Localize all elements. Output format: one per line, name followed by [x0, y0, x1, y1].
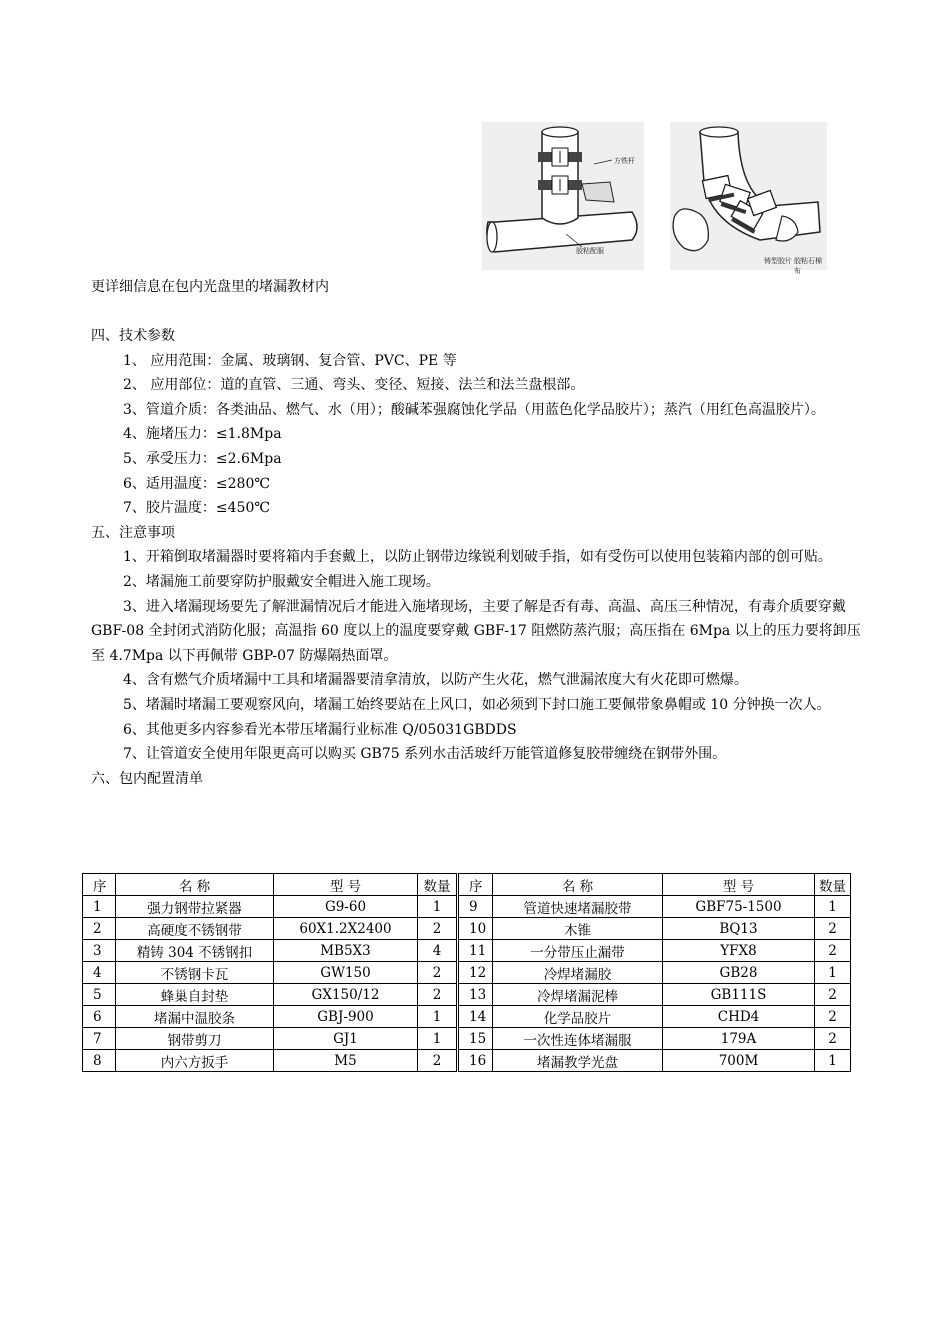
table-cell: 12 — [458, 962, 493, 984]
table-cell: 2 — [815, 984, 851, 1006]
table-cell: 1 — [83, 896, 116, 918]
figure-label: 胶粘石棉布 — [794, 257, 822, 275]
table-cell: BQ13 — [663, 918, 815, 940]
table-cell: 2 — [815, 1028, 851, 1050]
table-cell: 1 — [815, 896, 851, 918]
table-cell: 13 — [458, 984, 493, 1006]
table-row — [83, 1028, 851, 1050]
table-cell: 4 — [418, 940, 458, 962]
table-cell: YFX8 — [663, 940, 815, 962]
table-cell: 10 — [458, 918, 493, 940]
tech-param-item: 6、适用温度：≤280℃ — [123, 475, 271, 492]
table-row — [83, 1050, 851, 1072]
table-cell: 2 — [418, 918, 458, 940]
tech-param-item: 3、管道介质：各类油品、燃气、水（用）；酸碱苯强腐蚀化学品（用蓝色化学品胶片）；蒸汽（用红色高温胶片）。 — [123, 401, 825, 418]
table-row — [83, 1006, 851, 1028]
table-row — [83, 984, 851, 1006]
table-cell: 钢带剪刀 — [116, 1028, 274, 1050]
table-cell: 8 — [83, 1050, 116, 1072]
disc-note: 更详细信息在包内光盘里的堵漏教材内 — [91, 279, 329, 295]
section-heading-tech-params: 四、技术参数 — [91, 328, 175, 344]
column-header: 型 号 — [274, 874, 418, 896]
table-cell: G9-60 — [274, 896, 418, 918]
table-cell: GB111S — [663, 984, 815, 1006]
precaution-item: 5、堵漏时堵漏工要观察风向，堵漏工始终要站在上风口，如必须到下封口施工要佩带象鼻帽或 10 分钟换一次人。 — [123, 696, 831, 713]
table-cell: 700M — [663, 1050, 815, 1072]
column-header: 数量 — [815, 874, 851, 896]
table-cell: 高硬度不锈钢带 — [116, 918, 274, 940]
section-heading-config-list: 六、包内配置清单 — [91, 770, 203, 787]
column-header: 序 — [83, 874, 116, 896]
elbow-wrap-figure — [670, 122, 827, 275]
precaution-item: 6、其他更多内容参看光本带压堵漏行业标准 Q/05031GBDDS — [123, 721, 517, 738]
table-cell: 14 — [458, 1006, 493, 1028]
precaution-item: 3、进入堵漏现场要先了解泄漏情况后才能进入施堵现场，主要了解是否有毒、高温、高压三种情况，有毒介质要穿戴 GBF-08 全封闭式消防化服；高温指 60 度以上的温度要穿戴 GBF-17 阻燃防蒸汽服；高压指在 6Mpa 以上的压力要将卸压至 4.7Mpa 以下再佩带 GBP-07 防爆隔热面罩。 — [91, 598, 861, 664]
column-header: 序 — [458, 874, 493, 896]
table-cell: 1 — [418, 896, 458, 918]
table-cell: 蜂巢自封垫 — [116, 984, 274, 1006]
table-cell: 6 — [83, 1006, 116, 1028]
table-cell: 化学品胶片 — [493, 1006, 663, 1028]
figure-label: 方铁杆 — [614, 157, 635, 165]
column-header: 名 称 — [116, 874, 274, 896]
table-cell: 3 — [83, 940, 116, 962]
table-cell: 1 — [418, 1028, 458, 1050]
table-cell: 木锥 — [493, 918, 663, 940]
table-cell: GX150/12 — [274, 984, 418, 1006]
table-cell: 一次性连体堵漏服 — [493, 1028, 663, 1050]
tech-param-item: 7、胶片温度：≤450℃ — [123, 500, 271, 517]
table-cell: 16 — [458, 1050, 493, 1072]
table-cell: 2 — [83, 918, 116, 940]
column-header: 数量 — [418, 874, 458, 896]
table-cell: 2 — [418, 1050, 458, 1072]
table-cell: GBF75-1500 — [663, 896, 815, 918]
table-cell: 7 — [83, 1028, 116, 1050]
table-cell: 15 — [458, 1028, 493, 1050]
figure-label: 铸型胶片 — [764, 257, 792, 265]
tech-param-item: 2、 应用部位：道的直管、三通、弯头、变径、短接、法兰和法兰盘根部。 — [123, 377, 585, 394]
table-cell: 1 — [418, 1006, 458, 1028]
table-header-row — [83, 874, 851, 896]
table-cell: 2 — [418, 984, 458, 1006]
table-cell: 2 — [815, 918, 851, 940]
table-cell: 堵漏中温胶条 — [116, 1006, 274, 1028]
table-cell: 1 — [815, 1050, 851, 1072]
config-list-table — [82, 873, 851, 1072]
figure-area — [482, 122, 827, 275]
table-cell: 60X1.2X2400 — [274, 918, 418, 940]
table-cell: 1 — [815, 962, 851, 984]
column-header: 型 号 — [663, 874, 815, 896]
table-cell: 冷焊堵漏泥棒 — [493, 984, 663, 1006]
column-header: 名 称 — [493, 874, 663, 896]
figure-label: 胶粘配服 — [576, 247, 604, 255]
table-cell: 2 — [815, 1006, 851, 1028]
table-cell: 2 — [418, 962, 458, 984]
precaution-item: 7、让管道安全使用年限更高可以购买 GB75 系列水击活玻纤万能管道修复胶带缠绕在钢带外围。 — [123, 746, 727, 763]
section-heading-precautions: 五、注意事项 — [91, 524, 175, 541]
table-row — [83, 962, 851, 984]
document-body — [91, 324, 861, 791]
tech-param-item: 5、承受压力：≤2.6Mpa — [123, 450, 282, 467]
tech-param-item: 4、施堵压力：≤1.8Mpa — [123, 426, 282, 443]
table-cell: 9 — [458, 896, 493, 918]
precaution-item: 2、堵漏施工前要穿防护服戴安全帽进入施工现场。 — [123, 573, 440, 590]
table-cell: 内六方扳手 — [116, 1050, 274, 1072]
table-cell: M5 — [274, 1050, 418, 1072]
table-cell: CHD4 — [663, 1006, 815, 1028]
precaution-item: 4、含有燃气介质堵漏中工具和堵漏器要清拿清放，以防产生火花，燃气泄漏浓度大有火花即可燃爆。 — [123, 672, 748, 689]
table-cell: MB5X3 — [274, 940, 418, 962]
table-cell: GBJ-900 — [274, 1006, 418, 1028]
table-cell: GB28 — [663, 962, 815, 984]
tech-param-item: 1、 应用范围：金属、玻璃钢、复合管、PVC、PE 等 — [123, 352, 457, 369]
table-cell: 精铸 304 不锈钢扣 — [116, 940, 274, 962]
table-cell: GJ1 — [274, 1028, 418, 1050]
table-cell: 强力钢带拉紧器 — [116, 896, 274, 918]
table-cell: 4 — [83, 962, 116, 984]
table-cell: 5 — [83, 984, 116, 1006]
table-row — [83, 940, 851, 962]
table-cell: 冷焊堵漏胶 — [493, 962, 663, 984]
table-cell: 11 — [458, 940, 493, 962]
table-row — [83, 896, 851, 918]
pipe-clamp-figure — [482, 122, 644, 270]
table-cell: 179A — [663, 1028, 815, 1050]
table-cell: 管道快速堵漏胶带 — [493, 896, 663, 918]
table-cell: 不锈钢卡瓦 — [116, 962, 274, 984]
table-cell: 堵漏教学光盘 — [493, 1050, 663, 1072]
table-row — [83, 918, 851, 940]
precaution-item: 1、开箱倒取堵漏器时要将箱内手套戴上，以防止钢带边缘锐利划破手指，如有受伤可以使用包装箱内部的创可贴。 — [123, 549, 832, 566]
table-cell: 一分带压止漏带 — [493, 940, 663, 962]
table-cell: GW150 — [274, 962, 418, 984]
table-cell: 2 — [815, 940, 851, 962]
